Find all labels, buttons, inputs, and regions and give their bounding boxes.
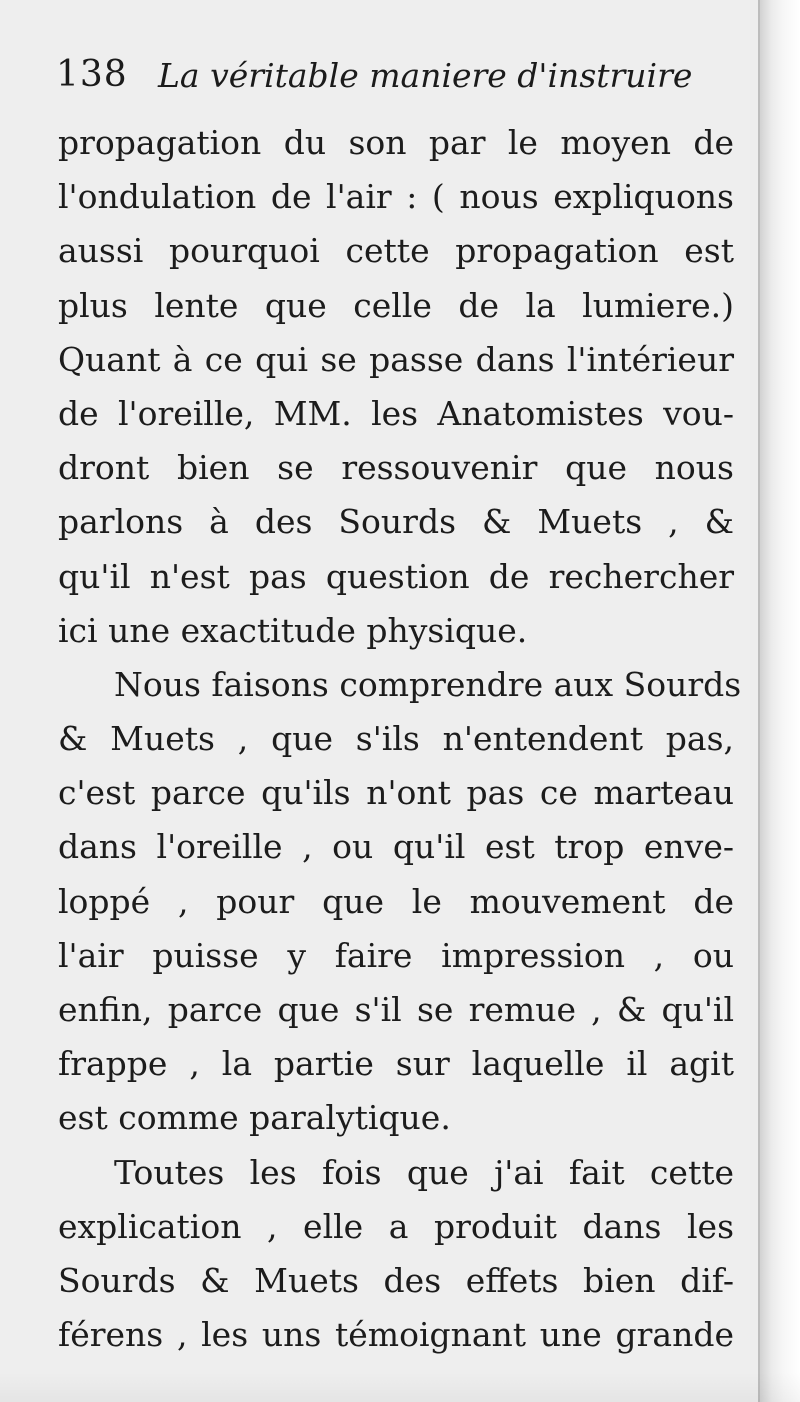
text-line: ici une exactitude physique. — [58, 610, 528, 650]
text-line: Toutes les fois que j'ai fait cette — [114, 1152, 734, 1192]
text-line: l'air puisse y faire impression , ou — [58, 935, 734, 975]
page-shadow — [0, 1372, 800, 1402]
page-edge — [758, 0, 800, 1402]
text-line: frappe , la partie sur laquelle il agit — [58, 1044, 734, 1084]
running-title: La véritable maniere d'instruire — [158, 56, 693, 95]
text-line: plus lente que celle de la lumiere.) — [58, 285, 734, 325]
running-head — [56, 50, 746, 110]
page-number: 138 — [56, 54, 128, 95]
text-line: est comme paralytique. — [58, 1098, 451, 1138]
text-line: dront bien se ressouvenir que nous — [58, 448, 734, 488]
text-line: & Muets , que s'ils n'entendent pas, — [58, 719, 734, 759]
text-line: dans l'oreille , ou qu'il est trop enve- — [58, 827, 734, 867]
text-line: qu'il n'est pas question de rechercher — [58, 556, 734, 596]
text-line: parlons à des Sourds & Muets , & — [58, 502, 734, 542]
text-line: propagation du son par le moyen de — [58, 123, 734, 162]
text-line: explication , elle a produit dans les — [58, 1206, 734, 1246]
text-line: enfin, parce que s'il se remue , & qu'il — [58, 990, 734, 1029]
text-line: loppé , pour que le mouvement de — [58, 881, 734, 921]
text-line: Quant à ce qui se passe dans l'intérieur — [58, 339, 734, 379]
text-line: c'est parce qu'ils n'ont pas ce marteau — [58, 773, 734, 813]
text-line: férens , les uns témoignant une grande — [58, 1315, 734, 1355]
text-line: aussi pourquoi cette propagation est — [58, 231, 734, 271]
text-line: l'ondulation de l'air : ( nous expliquons — [58, 177, 734, 217]
text-line: Sourds & Muets des effets bien dif- — [58, 1260, 734, 1300]
body-text — [58, 116, 742, 1362]
text-line: de l'oreille, MM. les Anatomistes vou- — [58, 393, 734, 433]
text-line: Nous faisons comprendre aux Sourds — [114, 664, 742, 704]
